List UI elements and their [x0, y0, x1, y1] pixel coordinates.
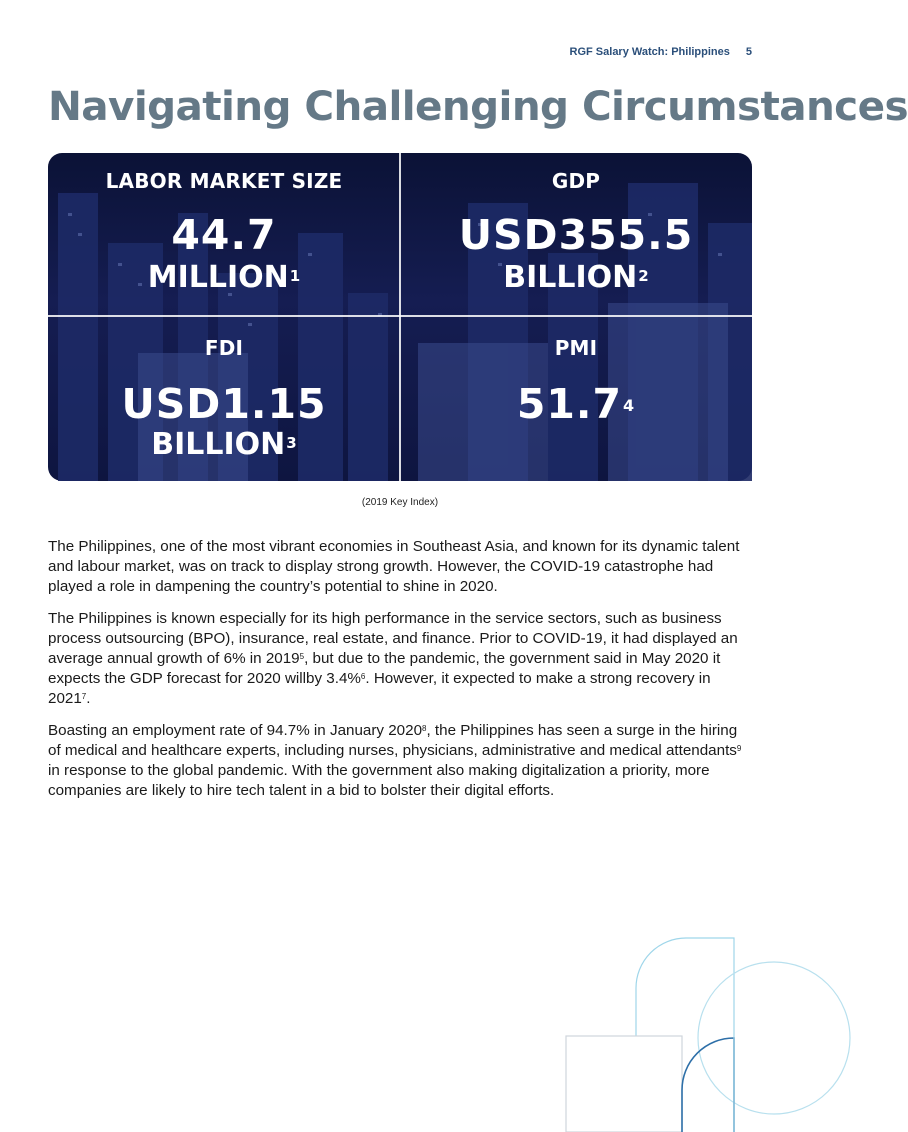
footnote-ref: 7: [81, 692, 87, 701]
stat-value: USD1.15: [121, 380, 327, 428]
stat-value: 51.7: [516, 380, 623, 428]
footnote-ref: 3: [286, 434, 297, 452]
text-run: , but due to the pandemic, the government said in May 2020 it expects the GDP forecast for 2020 willby 3.4%: [48, 650, 721, 687]
running-header: [570, 46, 752, 58]
stat-unit-row: [48, 261, 400, 295]
body-text: [48, 537, 754, 813]
stat-label: GDP: [551, 169, 601, 193]
stat-gdp: [400, 169, 752, 295]
page-title: Navigating Challenging Circumstances: [48, 82, 908, 130]
stat-value: USD355.5: [458, 211, 694, 259]
footnote-ref: 5: [299, 652, 305, 661]
key-index-caption: (2019 Key Index): [361, 497, 439, 508]
paragraph: The Philippines, one of the most vibrant economies in Southeast Asia, and known for its dynamic talent and labour market, was on track to display strong growth. However, the COVID-19 catastrophe had played a role in dampening the country’s potential to shine in 2020.: [48, 538, 740, 595]
text-run: .: [86, 690, 91, 707]
horizontal-divider: [48, 315, 752, 317]
stat-value: 44.7: [171, 211, 277, 259]
decorative-shapes: [560, 930, 800, 1132]
paragraph: [48, 721, 754, 801]
text-run: , the Philippines has seen a surge in the hiring of medical and healthcare experts, including nurses, physicians, administrative and medical attendants: [48, 722, 738, 759]
stat-pmi: [400, 336, 752, 428]
stat-label: FDI: [204, 336, 244, 360]
footnote-ref: 9: [736, 744, 742, 753]
text-run: The Philippines is known especially for its high performance in the service sectors, such as business process outsourcing (BPO), insurance, real estate, and finance. Prior to COVID-19, it had displayed an average annual growth of 6% in 2019: [48, 610, 738, 667]
paragraph: [48, 609, 754, 709]
stat-labor-market-size: [48, 169, 400, 295]
stat-unit: BILLION: [503, 260, 638, 295]
stat-label: PMI: [554, 336, 598, 360]
footnote-ref: 1: [289, 267, 301, 285]
text-run: . However, it expected to make a strong recovery in 2021: [48, 670, 711, 707]
stat-unit-row: [400, 261, 752, 295]
stat-unit-row: [48, 428, 400, 462]
text-run: Boasting an employment rate of 94.7% in January 2020: [48, 722, 423, 739]
header-title: RGF Salary Watch: Philippines: [569, 46, 730, 58]
stat-value-row: [400, 380, 752, 428]
stat-label: LABOR MARKET SIZE: [105, 169, 343, 193]
stat-unit: MILLION: [147, 260, 289, 295]
footnote-ref: 8: [422, 724, 427, 733]
stat-fdi: [48, 336, 400, 462]
footnote-ref: 6: [360, 672, 366, 681]
text-run: in response to the global pandemic. With the government also making digitalization a priority, more companies are likely to hire tech talent in a bid to bolster their digital efforts.: [48, 762, 710, 799]
footnote-ref: 4: [623, 396, 636, 415]
page-number: 5: [745, 46, 752, 58]
stat-unit: BILLION: [151, 427, 286, 462]
key-index-panel: [48, 153, 752, 481]
footnote-ref: 2: [638, 267, 649, 285]
